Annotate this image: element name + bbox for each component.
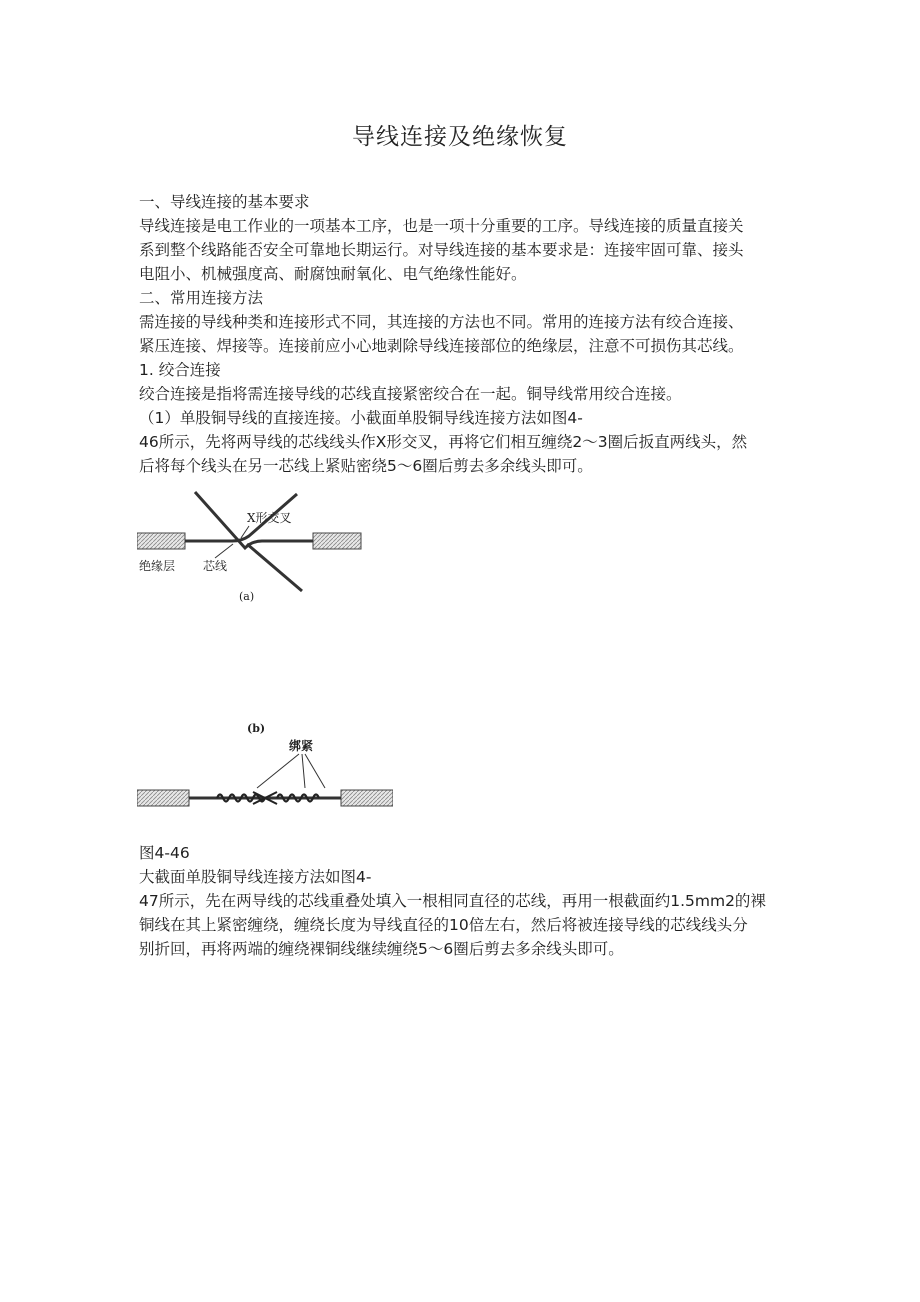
figure-a-x-cross [137, 486, 377, 611]
subheading: 1. 绞合连接 [139, 361, 221, 379]
x-cross-label: X形交叉 [247, 511, 292, 525]
figure-caption: 图4-46 [139, 844, 190, 862]
paragraph-line: 铜线在其上紧密缠绕，缠绕长度为导线直径的10倍左右，然后将被连接导线的芯线线头分 [139, 916, 748, 934]
paragraph-line: 46所示，先将两导线的芯线线头作X形交叉，再将它们相互缠绕2～3圈后扳直两线头，然 [139, 433, 748, 451]
insulation-right-b [341, 790, 393, 806]
figure-b-caption: (b) [247, 722, 266, 735]
paragraph-line: 大截面单股铜导线连接方法如图4- [139, 868, 372, 886]
paragraph-line: 电阻小、机械强度高、耐腐蚀耐氧化、电气绝缘性能好。 [139, 265, 527, 283]
paragraph-line: （1）单股铜导线的直接连接。小截面单股铜导线连接方法如图4- [139, 409, 583, 427]
paragraph-line: 导线连接是电工作业的一项基本工序，也是一项十分重要的工序。导线连接的质量直接关 [139, 217, 744, 235]
paragraph-line: 后将每个线头在另一芯线上紧贴密绕5～6圈后剪去多余线头即可。 [139, 457, 593, 475]
heading-1: 一、导线连接的基本要求 [139, 193, 310, 211]
figure-b-twisted [137, 716, 393, 811]
figure-a-caption: (a) [239, 590, 255, 603]
core-label: 芯线 [203, 559, 228, 573]
insulation-right [313, 533, 361, 549]
insulation-left-b [137, 790, 189, 806]
paragraph-line: 系到整个线路能否安全可靠地长期运行。对导线连接的基本要求是：连接牢固可靠、接头 [139, 241, 744, 259]
insulation-left [137, 533, 185, 549]
paragraph-line: 绞合连接是指将需连接导线的芯线直接紧密绞合在一起。铜导线常用绞合连接。 [139, 385, 682, 403]
paragraph-line: 需连接的导线种类和连接形式不同，其连接的方法也不同。常用的连接方法有绞合连接、 [139, 313, 744, 331]
paragraph-line: 紧压连接、焊接等。连接前应小心地剥除导线连接部位的绝缘层，注意不可损伤其芯线。 [139, 337, 744, 355]
page-title: 导线连接及绝缘恢复 [352, 124, 568, 150]
tight-label: 绑紧 [289, 739, 314, 753]
paragraph-line: 别折回，再将两端的缠绕裸铜线继续缠绕5～6圈后剪去多余线头即可。 [139, 940, 624, 958]
heading-2: 二、常用连接方法 [139, 289, 264, 307]
paragraph-line: 47所示，先在两导线的芯线重叠处填入一根相同直径的芯线，再用一根截面约1.5mm2的裸 [139, 892, 766, 910]
insulation-label: 绝缘层 [139, 559, 176, 573]
